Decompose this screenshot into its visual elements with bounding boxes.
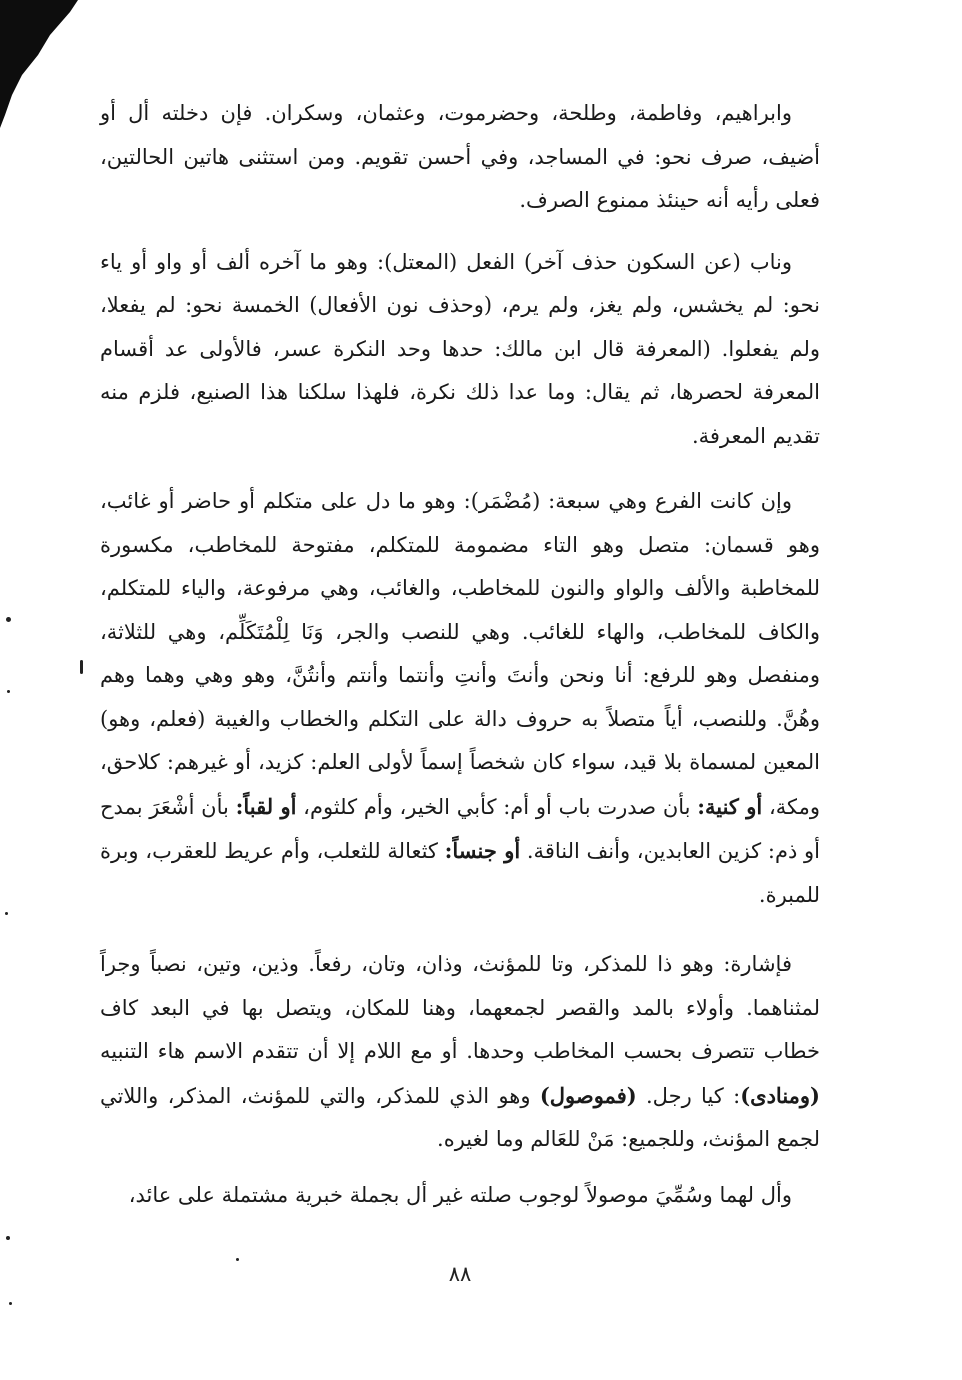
page-body xyxy=(100,92,820,1217)
scan-speck xyxy=(6,1236,10,1240)
scan-speck xyxy=(80,660,83,674)
scan-speck xyxy=(5,912,8,915)
page-number: ٨٨ xyxy=(448,1262,472,1286)
paragraph xyxy=(100,1174,820,1218)
bold-term: (فموصول) xyxy=(539,1082,637,1108)
bold-term: (ومنادى) xyxy=(740,1082,820,1108)
text-run: بأن صدرت باب أو أم: كأبي الخير، وأم كلثوم، xyxy=(296,794,698,819)
paragraph xyxy=(100,92,820,223)
bold-term: أو كنية: xyxy=(697,793,763,819)
paragraph xyxy=(100,241,820,459)
scan-speck xyxy=(7,690,10,693)
scan-speck xyxy=(9,1302,12,1305)
scan-speck xyxy=(236,1258,239,1261)
paragraph xyxy=(100,480,820,917)
text-run: وهو الذي للمذكر، والتي للمؤنث، المذكر، واللاتي لجمع المؤنث، وللجميع: مَنْ للعَالم وما لغيره. xyxy=(100,1083,820,1151)
text-run: وابراهيم، وفاطمة، وطلحة، وحضرموت، وعثمان، وسكران. فإن دخلته أل أو أضيف، صرف نحو: في المساجد، وفي أحسن تقويم. ومن استثنى هاتين الحالتين، فعلى رأيه أنه حينئذ ممنوع الصرف. xyxy=(100,101,820,212)
bold-term: أو لقباً: xyxy=(235,793,297,819)
text-run: فإشارة: وهو ذا للمذكر، وتا للمؤنث، وذان، وتان، رفعاً. وذين، وتين، نصباً وجراً لمثناهما. وأولاء بالمد والقصر لجمعهما، وهنا للمكان، ويتصل بها في البعد كاف خطاب تتصرف بحسب المخاطب وحدها. أو مع اللام إلا أن تتقدم الاسم هاء التنبيه xyxy=(100,952,820,1063)
text-run: كثعالة للثعلب، وأم عريط للعقرب، وبرة للمبرة. xyxy=(100,839,820,907)
scan-corner-shadow xyxy=(0,0,80,130)
scan-speck xyxy=(6,617,11,622)
paragraph xyxy=(100,943,820,1162)
text-run: وأل لهما وسُمِّيَ موصولاً لوجوب صلته غير أل بجملة خبرية مشتملة على عائد، xyxy=(128,1182,792,1207)
text-run: بأن أشْعَرَ بمدح أو ذم: كزين العابدين، وأنف الناقة. xyxy=(100,794,820,863)
text-run: : كيا رجل. xyxy=(636,1083,741,1108)
text-run: وإن كانت الفرع وهي سبعة: (مُضْمَر): وهو ما دل على متكلم أو حاضر أو غائب، وهو قسمان: متصل وهو التاء مضمومة للمتكلم، مفتوحة للمخاطب، مكسورة للمخاطبة والألف والواو والنون للمخاطب، والغائب، وهي مرفوعة، والياء للمتكلم، والكاف للمخاطب، والهاء للغائب. وهي للنصب والجر، وَنَا لِلْمُتَكَلِّم، وهي للثلاثة، ومنفصل وهو للرفع: أنا ونحن وأنتَ وأنتِ وأنتما وأنتم وأنتُنَّ، وهو وهي وهما وهم وهُنَّ. وللنصب، أياً متصلاً به حروف دالة على التكلم والخطاب والغيبة (فعلم، وهو) المعين لمسماة بلا قيد، سواء كان شخصاً إسماً لأولى العلم: كزيد، أو غيرهم: كلاحق، ومكة، xyxy=(100,489,821,819)
text-run: وناب (عن السكون حذف آخر) الفعل (المعتل): وهو ما آخره ألف أو واو أو ياء نحو: لم يخشس، ولم يغز، ولم يرم، (وحذف نون الأفعال) الخمسة نحو: لم يفعلا، ولم يفعلوا. (المعرفة قال ابن مالك: حدها وحد النكرة عسر، فالأولى عد أقسام المعرفة لحصرها، ثم يقال: وما عدا ذلك نكرة، فلهذا سلكنا هذا الصنيع، فلزم منه تقديم المعرفة. xyxy=(100,249,820,448)
bold-term: أو جنساً: xyxy=(444,838,521,863)
